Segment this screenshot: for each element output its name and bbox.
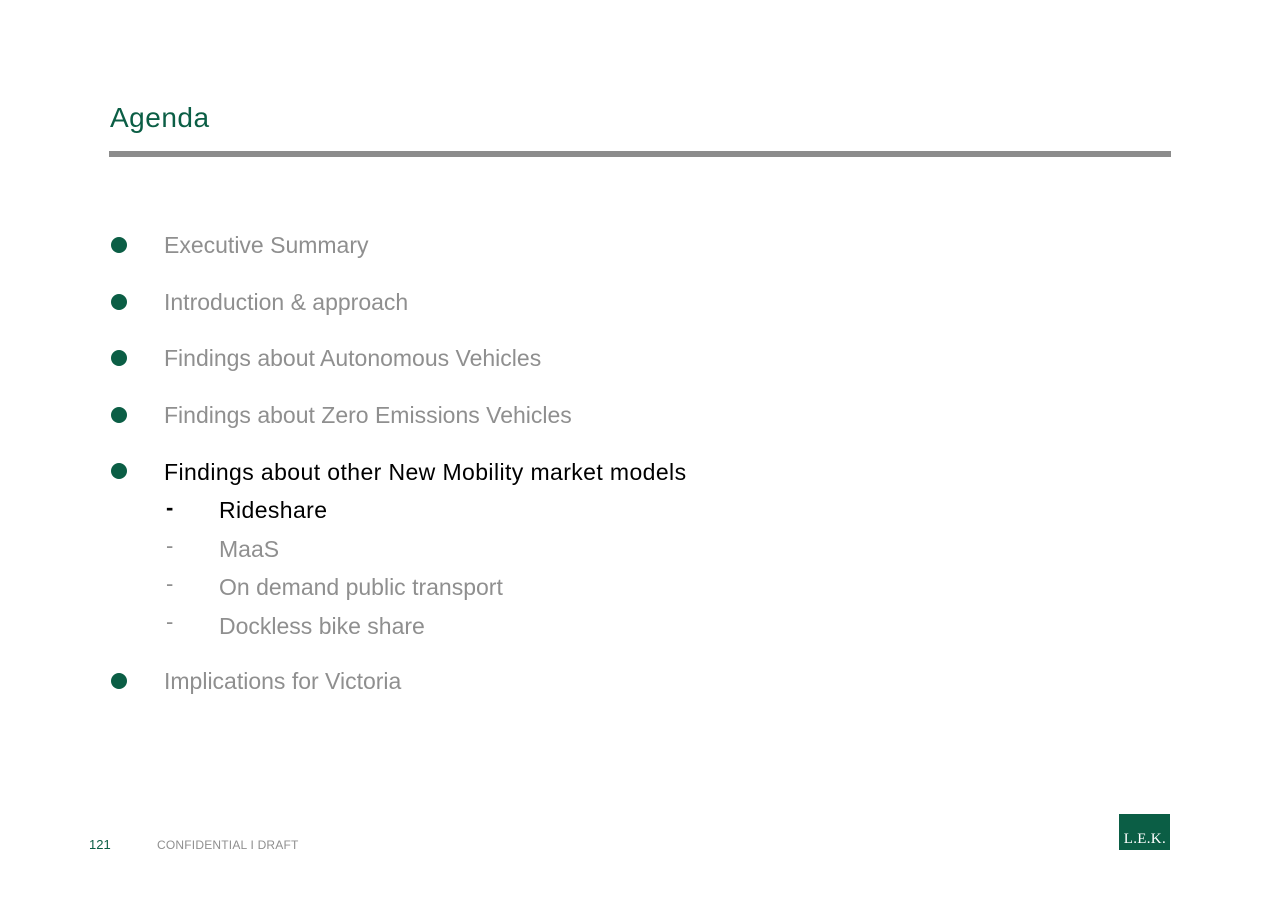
agenda-item-label-active: Findings about other New Mobility market models: [164, 459, 687, 485]
lek-logo: [1119, 814, 1170, 850]
agenda-item-label: Implications for Victoria: [164, 668, 402, 694]
agenda-item-label: Executive Summary: [164, 232, 369, 258]
agenda-subitem-label: MaaS: [219, 536, 280, 562]
agenda-item-label: Findings about Autonomous Vehicles: [164, 345, 542, 371]
bullet-icon: [111, 407, 127, 423]
dash-icon: -: [166, 609, 174, 634]
agenda-subitem-label-active: Rideshare: [219, 497, 328, 523]
agenda-item-label: Findings about Zero Emissions Vehicles: [164, 402, 572, 428]
agenda-subitem-maas: [0, 535, 900, 565]
agenda-item-new-mobility: [0, 458, 900, 488]
bullet-icon: [111, 463, 127, 479]
bullet-icon: [111, 350, 127, 366]
dash-icon: -: [166, 495, 174, 520]
dash-icon: -: [166, 533, 174, 558]
agenda-subitem-label: Dockless bike share: [219, 613, 425, 639]
agenda-item-introduction: [0, 288, 900, 318]
agenda-subitem-rideshare: [0, 497, 900, 527]
agenda-item-zero-emissions: [0, 401, 900, 431]
confidentiality-label: CONFIDENTIAL I DRAFT: [157, 838, 299, 852]
agenda-item-executive-summary: [0, 231, 900, 261]
bullet-icon: [111, 237, 127, 253]
bullet-icon: [111, 294, 127, 310]
agenda-item-implications: [0, 667, 900, 697]
agenda-item-label: Introduction & approach: [164, 289, 409, 315]
title-divider: [109, 151, 1171, 157]
bullet-icon: [111, 673, 127, 689]
dash-icon: -: [166, 571, 174, 596]
agenda-subitem-label: On demand public transport: [219, 574, 503, 600]
agenda-item-autonomous-vehicles: [0, 344, 900, 374]
page-number: 121: [89, 837, 111, 852]
agenda-subitem-on-demand-transport: [0, 573, 900, 603]
agenda-subitem-dockless-bike: [0, 611, 900, 641]
logo-text: L.E.K.: [1123, 831, 1166, 847]
page-title: Agenda: [110, 102, 210, 133]
